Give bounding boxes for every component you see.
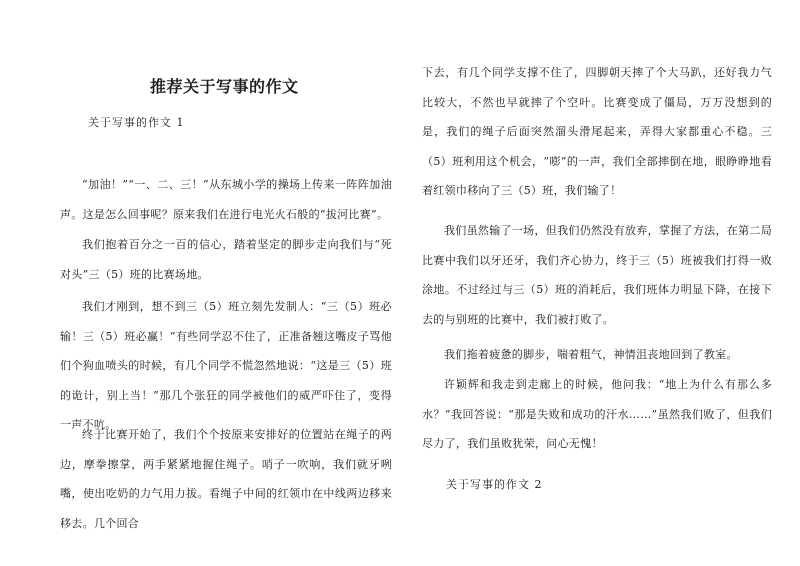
paragraph-6: 我们虽然输了一场，但我们仍然没有放弃，掌握了方法，在第二局比赛中我们以牙还牙，我们齐心协力，终于三（5）班被我们打得一败涂地。不过经过与三（5）班的消耗后，我们班体力明显下降，在接下去的与别班的比赛中，我们被打败了。 [422, 224, 772, 326]
essay-1-heading: 关于写事的作文 1 [88, 116, 185, 129]
essay-2-heading: 关于写事的作文 2 [446, 478, 543, 491]
paragraph-3: 我们才刚到，想不到三（5）班立刻先发制人：“三（5）班必输！三（5）班必赢！”有些同学忍不住了，正准备翘这嘴皮子骂他们个狗血喷头的时候，有几个同学不慌忽然地说：“这是三（5）班的诡计，别上当！”那几个张狂的同学被他们的威严吓住了，变得一声不吭。 [60, 300, 392, 431]
page-title: 推荐关于写事的作文 [150, 77, 299, 96]
paragraph-5: 下去，有几个同学支撑不住了，四脚朝天摔了个大马趴，还好我力气比较大，不然也早就摔了个空叶。比赛变成了僵局，万万没想到的是，我们的绳子后面突然溜头滑尾起来，弄得大家都重心不稳。三（5）班利用这个机会，“嘭”的一声，我们全部摔倒在地，眼睁睁地看着红领巾移向了三（5）班，我们输了！ [422, 66, 772, 197]
paragraph-1: “加油！”“一、二、三！”从东城小学的操场上传来一阵阵加油声。这是怎么回事呢？原来我们在进行电光火石般的“拔河比赛”。 [60, 178, 392, 221]
paragraph-7: 我们拖着疲惫的脚步，喘着粗气，神情沮丧地回到了教室。 [444, 348, 738, 361]
paragraph-2: 我们抱着百分之一百的信心，踏着坚定的脚步走向我们与“死对头”三（5）班的比赛场地。 [60, 238, 392, 281]
paragraph-4: 终于比赛开始了，我们个个按原来安排好的位置站在绳子的两边，摩拳擦掌，两手紧紧地握住绳子。哨子一吹响，我们就牙咧嘴，使出吃奶的力气用力拔。看绳子中间的红领巾在中线两边移来移去。几个回合 [60, 428, 392, 530]
paragraph-8: 许颖辉和我走到走廊上的时候，他问我：“地上为什么有那么多水？”我回答说：“那是失败和成功的汗水……”虽然我们败了，但我们尽力了，我们虽败犹荣，问心无愧！ [422, 378, 772, 450]
